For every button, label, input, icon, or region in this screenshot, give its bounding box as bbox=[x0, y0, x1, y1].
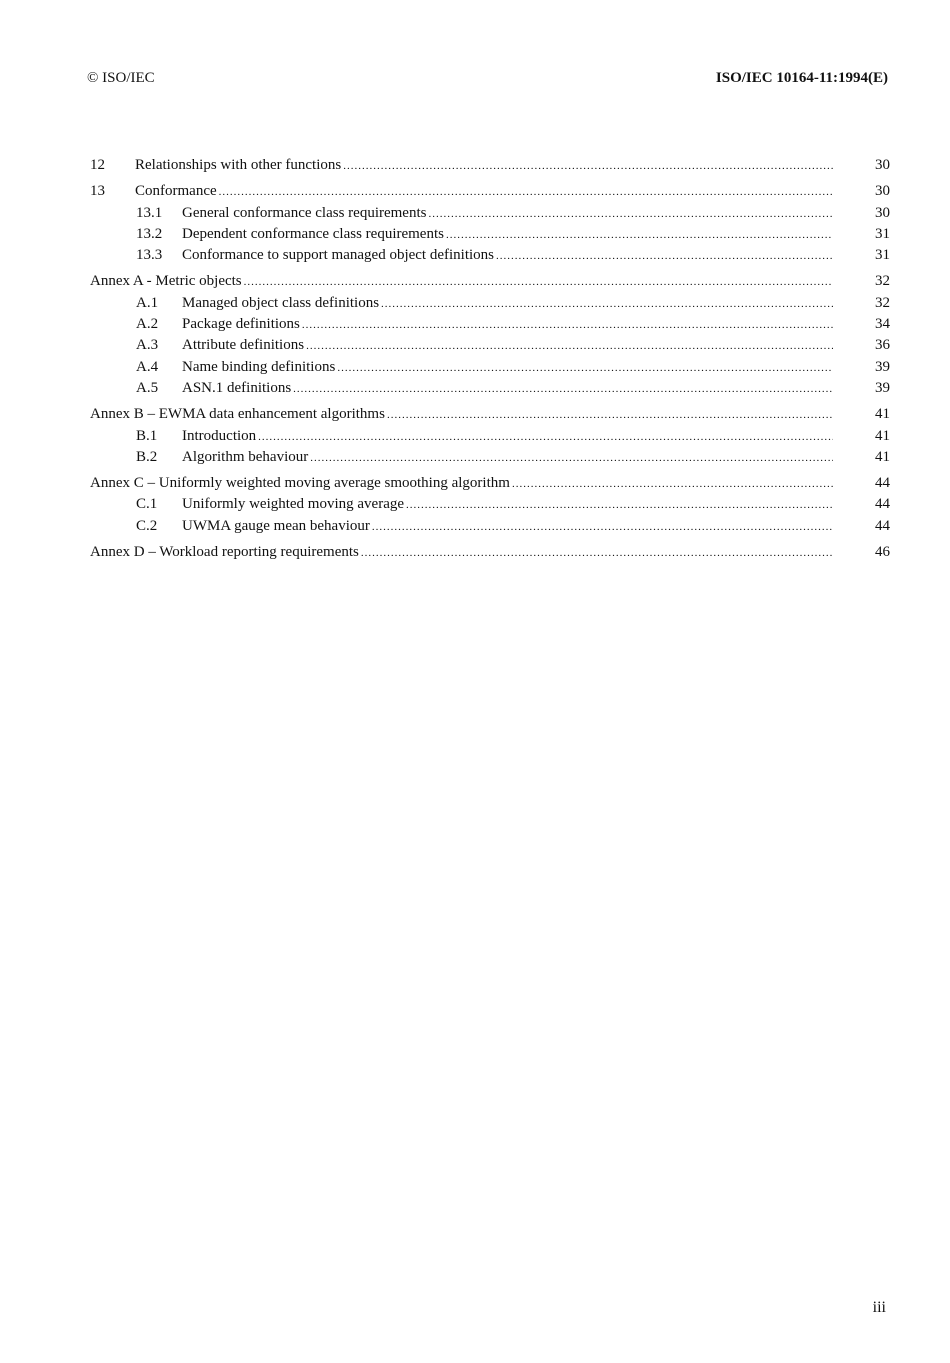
toc-entry bbox=[90, 271, 890, 292]
toc-entry-page: 44 bbox=[875, 517, 890, 534]
toc-entry-title: Package definitions bbox=[182, 316, 300, 333]
header-copyright: © ISO/IEC bbox=[87, 70, 155, 86]
toc-entry bbox=[90, 335, 890, 356]
toc-entry-page: 36 bbox=[875, 337, 890, 354]
toc-entry-title: Algorithm behaviour bbox=[182, 448, 309, 465]
toc-entry-page: 32 bbox=[875, 294, 890, 311]
toc-entry-number: C.2 bbox=[136, 517, 158, 534]
toc-entry-title-leader bbox=[90, 542, 833, 564]
toc-entry-title-leader bbox=[182, 426, 833, 448]
toc-entry-page: 31 bbox=[875, 225, 890, 242]
toc-entry-title-leader bbox=[182, 335, 833, 357]
toc-entry-title-leader bbox=[182, 245, 833, 267]
toc-entry-title-leader bbox=[182, 314, 833, 336]
toc-entry-number: A.2 bbox=[136, 316, 159, 333]
toc-entry-title: Conformance bbox=[135, 183, 217, 200]
toc-entry-page: 31 bbox=[875, 247, 890, 264]
toc-entry-title: Introduction bbox=[182, 427, 257, 444]
toc-entry-title: Annex D – Workload reporting requirements bbox=[90, 544, 359, 561]
toc-entry-page: 39 bbox=[875, 358, 890, 375]
toc-entry-page: 32 bbox=[875, 273, 890, 290]
toc-entry-title: Annex B – EWMA data enhancement algorithms bbox=[90, 406, 385, 423]
toc-entry-number: A.1 bbox=[136, 294, 159, 311]
toc-entry-title: Annex A - Metric objects bbox=[90, 273, 242, 290]
toc-entry bbox=[90, 155, 890, 176]
toc-entry-title: ASN.1 definitions bbox=[182, 379, 292, 396]
toc-entry bbox=[90, 224, 890, 245]
toc-entry-page: 30 bbox=[875, 183, 890, 200]
toc-entry-title: Managed object class definitions bbox=[182, 294, 380, 311]
toc-entry bbox=[90, 378, 890, 399]
page-number: iii bbox=[872, 1299, 886, 1316]
toc-entry-number: 12 bbox=[90, 157, 105, 173]
toc-entry-title: Dependent conformance class requirements bbox=[182, 225, 444, 242]
toc-entry bbox=[90, 293, 890, 314]
toc-entry-title-leader bbox=[90, 404, 833, 426]
toc-entry-page: 44 bbox=[875, 496, 890, 513]
toc-entry-number: A.5 bbox=[136, 379, 159, 396]
toc-entry-title-leader bbox=[182, 224, 833, 246]
toc-entry-title: Attribute definitions bbox=[182, 337, 305, 354]
table-of-contents bbox=[90, 155, 890, 563]
toc-entry bbox=[90, 181, 890, 202]
toc-entry bbox=[90, 426, 890, 447]
toc-entry bbox=[90, 203, 890, 224]
toc-entry-number: B.2 bbox=[136, 448, 158, 465]
toc-entry-number: B.1 bbox=[136, 427, 158, 444]
toc-entry-title: General conformance class requirements bbox=[182, 204, 427, 221]
toc-entry-number: A.4 bbox=[136, 358, 159, 375]
toc-entry bbox=[90, 357, 890, 378]
toc-entry-page: 44 bbox=[875, 475, 890, 492]
toc-entry bbox=[90, 245, 890, 266]
toc-entry-title: Name binding definitions bbox=[182, 358, 336, 375]
toc-entry-title-leader bbox=[182, 293, 833, 315]
toc-entry bbox=[90, 494, 890, 515]
toc-entry-title-leader bbox=[182, 357, 833, 379]
toc-entry-title: Conformance to support managed object definitions bbox=[182, 247, 495, 264]
toc-entry-number: 13.2 bbox=[136, 225, 163, 242]
toc-entry-page: 30 bbox=[875, 204, 890, 221]
toc-entry-title-leader bbox=[182, 378, 833, 400]
toc-entry-title-leader bbox=[182, 203, 833, 225]
toc-entry-title-leader bbox=[90, 271, 833, 293]
toc-entry-title: Relationships with other functions bbox=[135, 157, 342, 173]
toc-entry-page: 34 bbox=[875, 316, 890, 333]
toc-entry bbox=[90, 404, 890, 425]
toc-entry-title-leader bbox=[182, 494, 833, 516]
toc-entry bbox=[90, 314, 890, 335]
toc-entry-number: 13 bbox=[90, 183, 105, 200]
toc-entry bbox=[90, 542, 890, 563]
toc-entry-page: 39 bbox=[875, 379, 890, 396]
toc-entry bbox=[90, 473, 890, 494]
header-standard-number: ISO/IEC 10164-11:1994(E) bbox=[715, 70, 888, 86]
toc-entry-page: 46 bbox=[875, 544, 890, 561]
toc-entry-title-leader bbox=[135, 181, 833, 203]
toc-entry-number: C.1 bbox=[136, 496, 158, 513]
toc-entry-title: Uniformly weighted moving average bbox=[182, 496, 405, 513]
toc-entry-title: UWMA gauge mean behaviour bbox=[182, 517, 370, 534]
toc-entry-page: 41 bbox=[875, 427, 890, 444]
toc-entry-title-leader bbox=[90, 473, 833, 495]
toc-entry-page: 30 bbox=[875, 157, 890, 173]
toc-entry-title: Annex C – Uniformly weighted moving average smoothing algorithm bbox=[90, 475, 510, 492]
toc-entry bbox=[90, 447, 890, 468]
toc-entry-page: 41 bbox=[875, 448, 890, 465]
toc-entry-title-leader bbox=[182, 447, 833, 469]
toc-entry-page: 41 bbox=[875, 406, 890, 423]
toc-entry-title-leader bbox=[182, 516, 833, 538]
toc-entry-number: 13.1 bbox=[136, 204, 163, 221]
toc-entry-number: 13.3 bbox=[136, 247, 163, 264]
toc-entry-title-leader bbox=[135, 155, 833, 177]
toc-entry bbox=[90, 516, 890, 537]
toc-entry-number: A.3 bbox=[136, 337, 159, 354]
